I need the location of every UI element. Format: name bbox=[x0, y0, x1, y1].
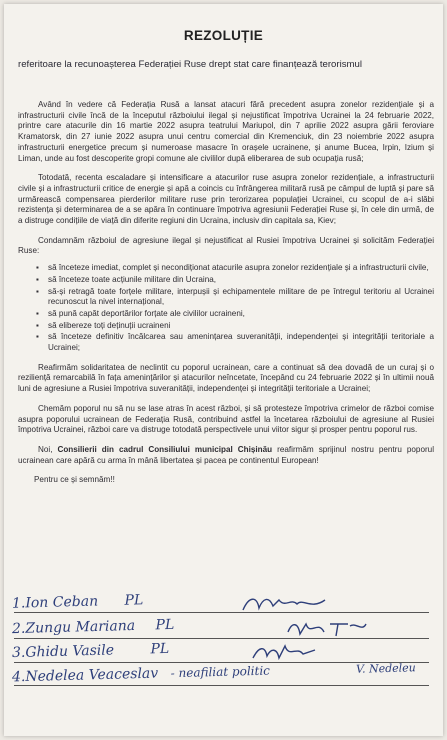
document-subtitle: referitoare la recunoașterea Federației Ruse drept stat care finanțează terorismul bbox=[18, 59, 362, 70]
signature-rule bbox=[14, 685, 429, 686]
signature-party: PL bbox=[155, 616, 175, 634]
paragraph-6-lead: Noi, bbox=[38, 444, 58, 454]
handwritten-signature-3 bbox=[249, 642, 319, 664]
signature-name: Ghidu Vasile bbox=[25, 642, 115, 661]
signature-name: Nedelea Veaceslav bbox=[25, 665, 159, 686]
paragraph-6-bold: Consilierii din cadrul Consiliului municipal Chișinău bbox=[57, 444, 273, 454]
document-body bbox=[18, 100, 434, 495]
signature-party: PL bbox=[124, 592, 144, 609]
signature-rule bbox=[14, 612, 429, 613]
document-sheet bbox=[4, 4, 443, 736]
demand-item: ▪ să-și retragă toate forțele militare, interpușii și echipamentele militare de pe întregul teritoriu al Ucrainei recunoscut la nivel internațional, bbox=[48, 287, 434, 308]
document-title: REZOLUȚIE bbox=[183, 28, 264, 43]
paragraph-1: Având în vedere că Federația Rusă a lansat atacuri fără precedent asupra zonelor rezidențiale și a infrastructurii civile încă de la începutul războiului ilegal și nejustificat împotriva Ucrainei la 24 februarie 2022, printre care atacurile din 16 martie 2022 asupra teatrului Mariupol, din 7 aprilie 2022 asupra gării feroviare Kramatorsk, din 27 iunie 2022 asupra unui centru comercial din Kremenciuk, din 23 noiembrie 2022 asupra infrastructurii energetice precum și numeroase masacre în orașele ucrainene, și anume Bucea, Irpin, Izium și Liman, unde au fost descoperite gropi comune ale civililor după eliberarea de sub ocupația rusă; bbox=[18, 100, 434, 163]
signature-name: Zungu Mariana bbox=[25, 617, 136, 637]
paragraph-6-rest: reafirmăm sprijinul nostru pentru poporul ucrainean care apără cu arma în mână libertatea și pacea pe continentul European! bbox=[18, 444, 434, 465]
demand-item: ▪ să înceteze definitiv încălcarea sau amenințarea suveranității, independenței și integrității teritoriale a Ucrainei; bbox=[48, 332, 434, 353]
demands-list bbox=[18, 263, 434, 354]
signature-initials: V. Nedeleu bbox=[355, 661, 416, 676]
signature-name: Ion Ceban bbox=[25, 593, 99, 612]
demand-item: ▪ să pună capăt deportărilor forțate ale civililor ucraineni, bbox=[48, 309, 434, 320]
demand-item: ▪ să elibereze toți deținuții ucraineni bbox=[48, 321, 434, 332]
paragraph-4: Reafirmăm solidaritatea de neclintit cu poporul ucrainean, care a continuat să dea dovadă de un curaj și o reziliență remarcabilă în fața amenințărilor și atacurilor neîncetate, începând cu 24 februarie 2022 și în ultimii nouă luni de agresiune a Rusiei împotriva suveranității, independenței și integrității teritoriale a Ucrainei; bbox=[18, 362, 434, 394]
signature-row-4 bbox=[12, 663, 270, 686]
signature-row-2 bbox=[12, 617, 175, 637]
handwritten-signature-2 bbox=[284, 618, 369, 640]
handwritten-signature-1 bbox=[239, 594, 329, 616]
signature-num: 2. bbox=[11, 620, 26, 638]
demand-item: ▪ să înceteze imediat, complet și necondiționat atacurile asupra zonelor rezidențiale și a infrastructurii civile, bbox=[48, 263, 434, 274]
paragraph-3: Condamnăm războiul de agresiune ilegal și nejustificat al Rusiei împotriva Ucrainei și solicităm Federației Ruse: bbox=[18, 235, 434, 256]
signature-num: 1. bbox=[11, 595, 26, 612]
signature-row-3 bbox=[12, 641, 170, 661]
signature-num: 3. bbox=[11, 644, 26, 662]
paragraph-6 bbox=[18, 445, 434, 466]
demand-item: ▪ să înceteze toate acțiunile militare din Ucraina, bbox=[48, 275, 434, 286]
signature-party: PL bbox=[150, 640, 170, 658]
paragraph-2: Totodată, recenta escaladare și intensificare a atacurilor ruse asupra zonelor rezidențiale, a infrastructurii civile și a infrastructurii critice de energie și apă a coincis cu înfrângerea militară rusă pe câmpul de luptă și pare să urmărească compensarea pierderilor militare ruse prin terorizarea populației Ucrainei, cu scopul de a-i slăbi rezistența și determinarea de a se apăra în continuare împotriva agresiunii Federației Ruse și, în cele din urmă, de a distruge condițiile de viață din diferite regiuni din Ucraina, inclusiv din capitala sa, Kiev; bbox=[18, 173, 434, 226]
signature-party: - neafiliat politic bbox=[170, 663, 271, 681]
signature-row-1 bbox=[12, 592, 144, 611]
closing-line: Pentru ce și semnăm!! bbox=[34, 475, 115, 485]
signature-num: 4. bbox=[11, 669, 26, 686]
paragraph-5: Chemăm poporul nu să nu se lase atras în acest război, și să protesteze împotriva crimelor de război comise asupra poporului ucrainean de Federația Rusă, contribuind astfel la încetarea războiului de agresiune al Rusiei împotriva Ucrainei, război care va distruge totodată perspectivele unui viitor sigur și prosper pentru poporul rus. bbox=[18, 403, 434, 435]
